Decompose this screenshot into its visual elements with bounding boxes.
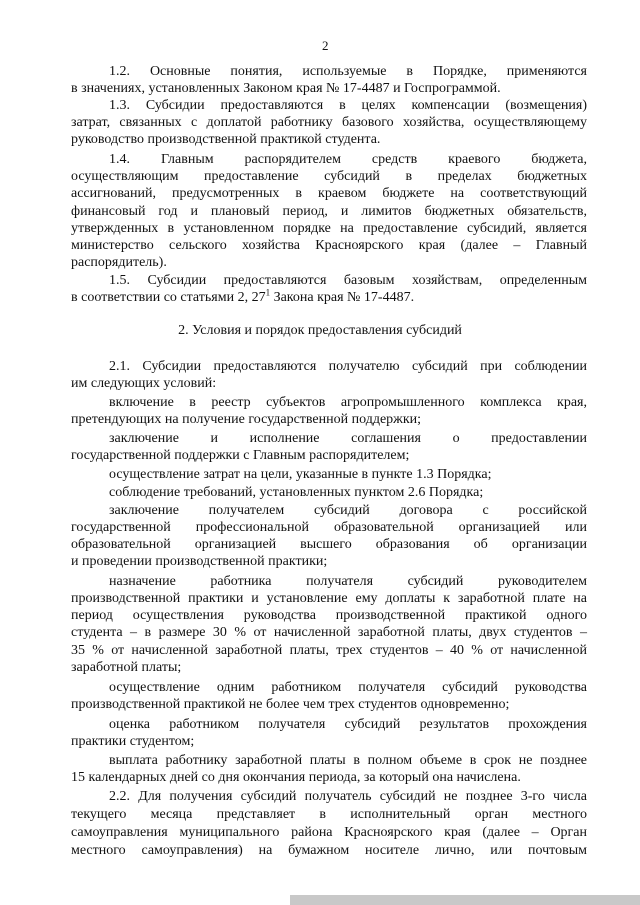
text-line: текущего месяца представляет в исполнительный орган местного — [71, 807, 587, 822]
text-line: оценка работником получателя субсидий результатов прохождения — [109, 717, 587, 732]
text-line: производственной практики и установление ему доплаты к заработной плате на — [71, 591, 587, 606]
text-line: 1.2. Основные понятия, используемые в Порядке, применяются — [109, 64, 587, 79]
text-line: 1.3. Субсидии предоставляются в целях компенсации (возмещения) — [109, 98, 587, 113]
text-line: назначение работника получателя субсидий руководителем — [109, 574, 587, 589]
section-title: 2. Условия и порядок предоставления субсидий — [178, 323, 462, 338]
text-line: государственной поддержки с Главным распорядителем; — [71, 448, 410, 463]
text-line: 1.4. Главным распорядителем средств краевого бюджета, — [109, 152, 587, 167]
page-number: 2 — [322, 38, 329, 53]
text-line: осуществление одним работником получателя субсидий руководства — [109, 680, 587, 695]
text-line: затрат, связанных с доплатой работнику базового хозяйства, осуществляющему — [71, 115, 587, 130]
text-line: самоуправления муниципального района Красноярского края (далее – Орган — [71, 825, 587, 840]
text-line-superscript — [71, 289, 414, 306]
text-fragment: в соответствии со статьями 2, 27 — [71, 290, 266, 305]
text-line: 1.5. Субсидии предоставляются базовым хозяйствам, определенным — [109, 273, 587, 288]
text-line: заключение получателем субсидий договора с российской — [109, 503, 587, 518]
text-line: государственной профессиональной образовательной организацией или — [71, 520, 587, 535]
text-line: 35 % от начисленной заработной платы, трех студентов – 40 % от начисленной — [71, 643, 587, 658]
text-line: включение в реестр субъектов агропромышленного комплекса края, — [109, 395, 587, 410]
text-line: образовательной организацией высшего образования об организации — [71, 537, 587, 552]
text-line: заключение и исполнение соглашения о предоставлении — [109, 431, 587, 446]
text-line: производственной практикой не более чем трех студентов одновременно; — [71, 697, 510, 712]
text-line: заработной платы; — [71, 660, 182, 675]
text-line: практики студентом; — [71, 734, 195, 749]
text-line: ассигнований, предусмотренных в краевом бюджете на соответствующий — [71, 186, 587, 201]
text-line: осуществление затрат на цели, указанные в пункте 1.3 Порядка; — [109, 467, 492, 482]
text-line: студента – в размере 30 % от начисленной заработной платы, двух студентов – — [71, 625, 587, 640]
text-line: 15 календарных дней со дня окончания периода, за который она начислена. — [71, 770, 521, 785]
text-line: местного самоуправления) на бумажном носителе лично, или почтовым — [71, 843, 587, 858]
text-line: 2.1. Субсидии предоставляются получателю субсидий при соблюдении — [109, 359, 587, 374]
text-line: утвержденных в установленном порядке на предоставление субсидий, является — [71, 221, 587, 236]
text-fragment: Закона края № 17-4487. — [270, 290, 415, 305]
text-line: финансовый год и плановый период, и лимитов бюджетных обязательств, — [71, 204, 587, 219]
text-line: в значениях, установленных Законом края № 17-4487 и Госпрограммой. — [71, 81, 501, 96]
text-line: им следующих условий: — [71, 376, 217, 391]
text-line: руководство производственной практикой студента. — [71, 132, 381, 147]
text-line: осуществляющим предоставление субсидий в пределах бюджетных — [71, 169, 587, 184]
text-line: претендующих на получение государственной поддержки; — [71, 412, 422, 427]
text-line: министерство сельского хозяйства Красноярского края (далее – Главный — [71, 238, 587, 253]
text-line: соблюдение требований, установленных пунктом 2.6 Порядка; — [109, 485, 484, 500]
text-line: распорядитель). — [71, 255, 167, 270]
text-line: выплата работнику заработной платы в полном объеме в срок не позднее — [109, 753, 587, 768]
scan-shadow — [290, 895, 640, 905]
superscript: 1 — [265, 287, 271, 298]
text-line: 2.2. Для получения субсидий получатель субсидий не позднее 3-го числа — [109, 789, 587, 804]
text-line: период осуществления руководства производственной практикой одного — [71, 608, 587, 623]
text-line: и проведении производственной практики; — [71, 554, 328, 569]
